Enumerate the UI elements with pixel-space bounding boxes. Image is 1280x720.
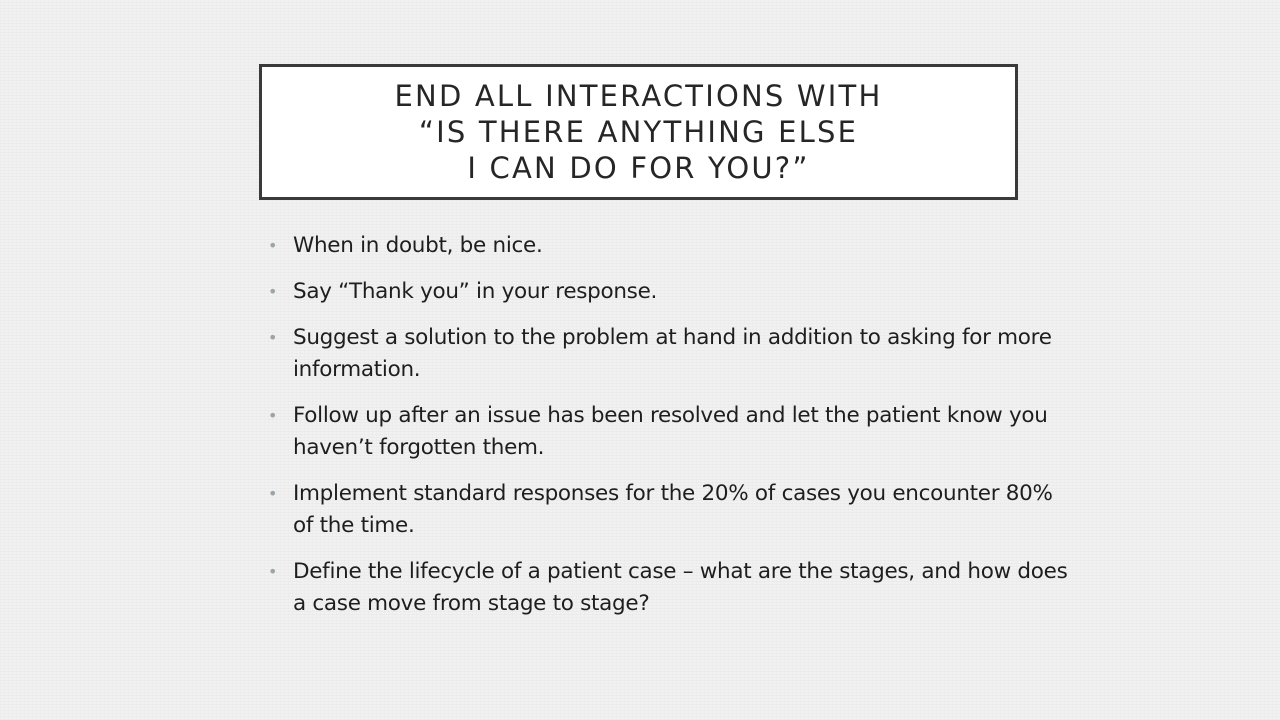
bullet-item	[268, 400, 1068, 464]
bullet-item	[268, 478, 1068, 542]
bullet-text: Follow up after an issue has been resolved and let the patient know you haven’t forgotten them.	[293, 403, 1048, 460]
bullet-text: Define the lifecycle of a patient case – what are the stages, and how does a case move from stage to stage?	[293, 559, 1068, 616]
bullet-list	[268, 230, 1068, 634]
bullet-text: Implement standard responses for the 20% of cases you encounter 80% of the time.	[293, 481, 1053, 538]
bullet-text: When in doubt, be nice.	[293, 233, 543, 258]
bullet-item	[268, 230, 1068, 262]
bullet-dot-icon: •	[268, 406, 278, 425]
slide-title-line-2: “IS THERE ANYTHING ELSE	[418, 115, 859, 149]
bullet-item	[268, 556, 1068, 620]
bullet-item	[268, 276, 1068, 308]
slide-title-line-3: I CAN DO FOR YOU?”	[467, 151, 810, 185]
bullet-item	[268, 322, 1068, 386]
bullet-dot-icon: •	[268, 236, 278, 255]
bullet-dot-icon: •	[268, 484, 278, 503]
slide-title-box	[259, 64, 1018, 200]
bullet-text: Suggest a solution to the problem at hand in addition to asking for more information.	[293, 325, 1052, 382]
bullet-text: Say “Thank you” in your response.	[293, 279, 658, 304]
bullet-dot-icon: •	[268, 282, 278, 301]
bullet-dot-icon: •	[268, 328, 278, 347]
slide-title-line-1: END ALL INTERACTIONS WITH	[394, 79, 883, 113]
bullet-dot-icon: •	[268, 562, 278, 581]
